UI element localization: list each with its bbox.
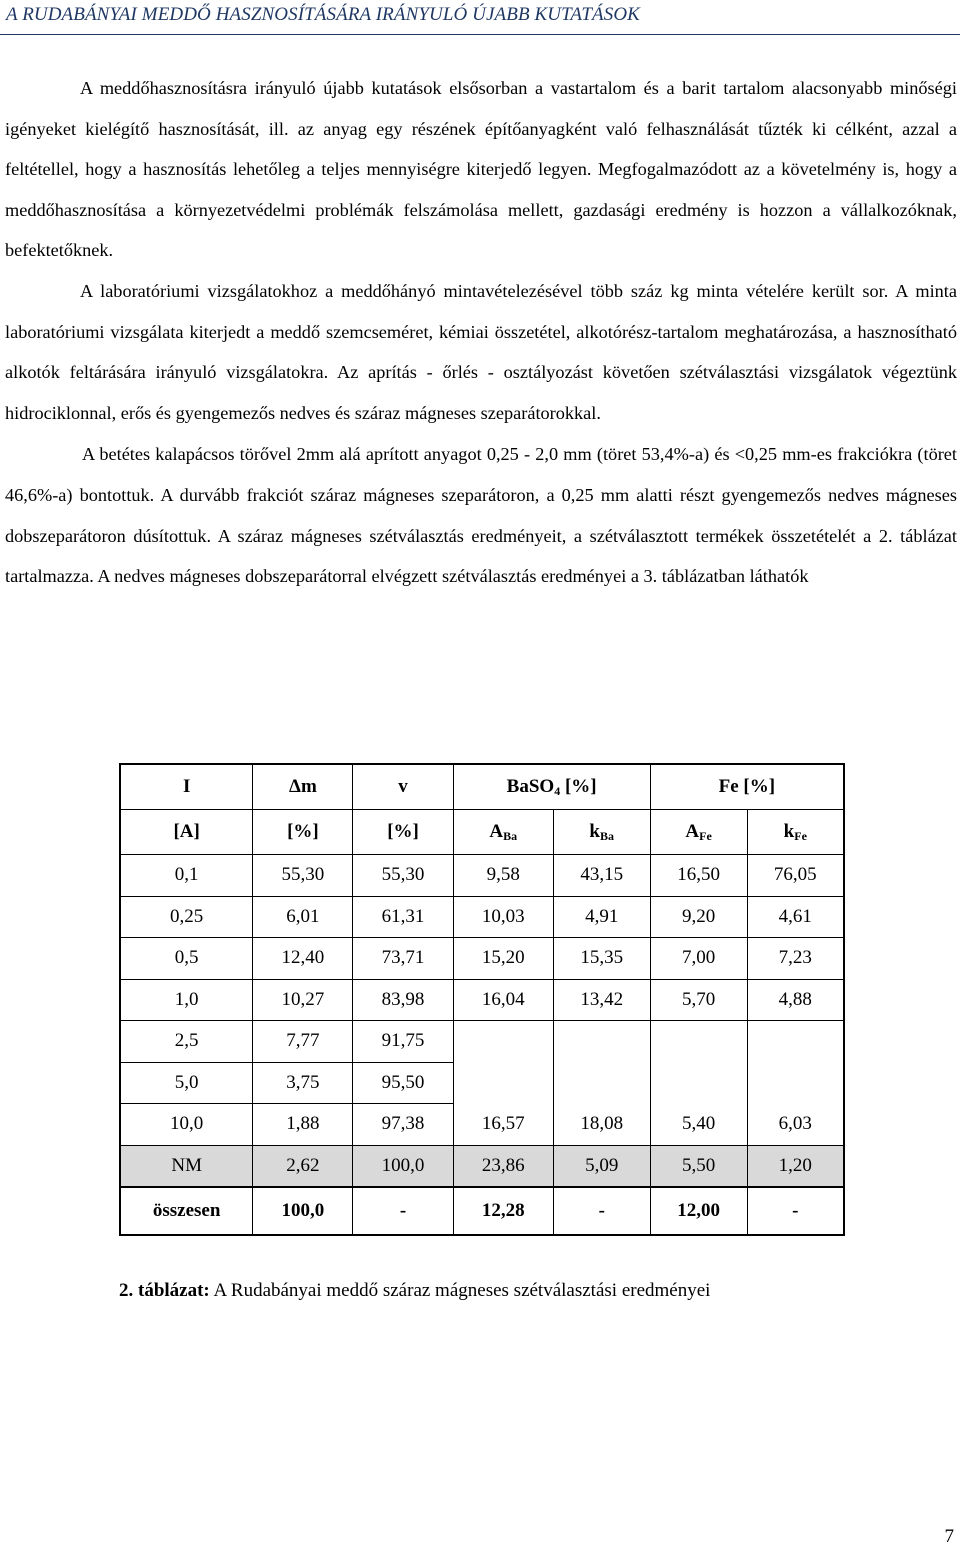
table-cell: 1,0	[120, 979, 253, 1021]
table-row	[120, 1021, 844, 1063]
table-cell: 5,0	[120, 1062, 253, 1104]
table-cell: 97,38	[353, 1104, 453, 1146]
paragraph-1: A meddőhasznosításra irányuló újabb kutatások elsősorban a vastartalom és a barit tartalom alacsonyabb minőségi igényeket kielégítő hasznosítását, ill. az anyag egy részének építőanyagként való felhasználását tűzték ki célként, azzal a feltétellel, hogy a hasznosítás lehetőleg a teljes mennyiségre kiterjedő legyen. Megfogalmazódott az a követelmény is, hogy a meddőhasznosítása a környezetvédelmi problémák felszámolása mellett, gazdasági eredmény is hozzon a vállalkozóknak, befektetőknek.	[5, 78, 957, 261]
page-number: 7	[944, 1526, 954, 1547]
table-cell: összesen	[120, 1187, 253, 1235]
body-text	[5, 68, 957, 597]
table-cell: 4,61	[747, 896, 844, 938]
table-cell: 4,88	[747, 979, 844, 1021]
header-row-1	[120, 764, 844, 810]
results-table	[119, 763, 845, 1236]
table-cell: 23,86	[453, 1145, 553, 1187]
table-cell: 6,03	[747, 1104, 844, 1146]
table-cell: 18,08	[553, 1104, 650, 1146]
table-cell: 73,71	[353, 938, 453, 980]
table-cell	[553, 1062, 650, 1104]
paragraph-2: A laboratóriumi vizsgálatokhoz a meddőhányó mintavételezésével több száz kg minta vételére került sor. A minta laboratóriumi vizsgálata kiterjedt a meddő szemcseméret, kémiai összetétel, alkotórész-tartalom meghatározása, a hasznosítható alkotók feltárására irányuló vizsgálatokra. Az aprítás - őrlés - osztályozást követően szétválasztási vizsgálatok végeztünk hidrociklonnal, erős és gyengemezős nedves és száraz mágneses szeparátorokkal.	[5, 280, 957, 423]
table-cell: 0,25	[120, 896, 253, 938]
col-current-header: I	[120, 764, 253, 810]
paragraph-3: A betétes kalapácsos törővel 2mm alá aprított anyagot 0,25 - 2,0 mm (töret 53,4%-a) és <0,25 mm-es frakciókra (töret 46,6%-a) bontottuk. A durvább frakciót száraz mágneses szeparátoron, a 0,25 mm alatti részt gyengemezős nedves mágneses dobszeparátoron dúsítottuk. A száraz mágneses szétválasztás eredményeit, a szétválasztott termékek összetételét a 2. táblázat tartalmazza. A nedves mágneses dobszeparátorral elvégzett szétválasztás eredményei a 3. táblázatban láthatók	[5, 444, 957, 587]
table-cell: 12,28	[453, 1187, 553, 1235]
col-k-fe: $k_{Fe}$	[747, 810, 844, 855]
col-a-fe: $A_{Fe}$	[650, 810, 747, 855]
table-cell: 7,23	[747, 938, 844, 980]
table-row-nm	[120, 1145, 844, 1187]
table-row	[120, 979, 844, 1021]
table-cell: 6,01	[253, 896, 353, 938]
col-k-ba: $k_{Ba}$	[553, 810, 650, 855]
table-cell: -	[747, 1187, 844, 1235]
table-cell: 12,00	[650, 1187, 747, 1235]
table-cell: 7,77	[253, 1021, 353, 1063]
col-baso4-header: BaSO$_4$ [%]	[453, 764, 650, 810]
table-cell: 100,0	[253, 1187, 353, 1235]
col-mass-header: Δm	[253, 764, 353, 810]
table-cell: 95,50	[353, 1062, 453, 1104]
unit-percent-m: [%]	[253, 810, 353, 855]
table-cell: 9,20	[650, 896, 747, 938]
table-cell	[650, 1062, 747, 1104]
col-v-header: v	[353, 764, 453, 810]
table-cell	[453, 1062, 553, 1104]
table-cell: 43,15	[553, 855, 650, 897]
table-cell: 16,04	[453, 979, 553, 1021]
table-cell: 16,57	[453, 1104, 553, 1146]
table-cell: 0,1	[120, 855, 253, 897]
table-caption	[119, 1280, 710, 1302]
table-cell	[453, 1021, 553, 1063]
table-row-total	[120, 1187, 844, 1235]
table-cell: -	[553, 1187, 650, 1235]
table-cell: -	[353, 1187, 453, 1235]
table-cell	[553, 1021, 650, 1063]
table-cell: 16,50	[650, 855, 747, 897]
table-cell: NM	[120, 1145, 253, 1187]
table-cell: 10,27	[253, 979, 353, 1021]
table-cell: 5,70	[650, 979, 747, 1021]
table-cell: 3,75	[253, 1062, 353, 1104]
col-a-ba: $A_{Ba}$	[453, 810, 553, 855]
table-row	[120, 1062, 844, 1104]
table-cell: 12,40	[253, 938, 353, 980]
table-row	[120, 938, 844, 980]
table-cell: 76,05	[747, 855, 844, 897]
col-fe-header: Fe [%]	[650, 764, 844, 810]
table-cell: 2,62	[253, 1145, 353, 1187]
table-cell: 5,40	[650, 1104, 747, 1146]
unit-percent-v: [%]	[353, 810, 453, 855]
table-cell	[747, 1062, 844, 1104]
table-row	[120, 896, 844, 938]
header-row-2	[120, 810, 844, 855]
table-cell: 55,30	[253, 855, 353, 897]
table-cell: 10,0	[120, 1104, 253, 1146]
table-row	[120, 1104, 844, 1146]
table-cell	[650, 1021, 747, 1063]
caption-label: 2. táblázat:	[119, 1280, 210, 1301]
table-cell: 55,30	[353, 855, 453, 897]
running-header: A RUDABÁNYAI MEDDŐ HASZNOSÍTÁSÁRA IRÁNYULÓ ÚJABB KUTATÁSOK	[6, 4, 640, 25]
table-cell: 5,09	[553, 1145, 650, 1187]
unit-a: [A]	[120, 810, 253, 855]
table-cell: 2,5	[120, 1021, 253, 1063]
table-cell: 15,35	[553, 938, 650, 980]
table-cell: 10,03	[453, 896, 553, 938]
header-rule	[0, 34, 960, 35]
table-row	[120, 855, 844, 897]
table-cell: 91,75	[353, 1021, 453, 1063]
table-cell: 100,0	[353, 1145, 453, 1187]
table-cell: 1,88	[253, 1104, 353, 1146]
table-cell: 5,50	[650, 1145, 747, 1187]
table-cell: 4,91	[553, 896, 650, 938]
delta-symbol: Δ	[289, 776, 301, 797]
table-cell: 1,20	[747, 1145, 844, 1187]
table-cell: 9,58	[453, 855, 553, 897]
table-cell: 0,5	[120, 938, 253, 980]
table-cell: 61,31	[353, 896, 453, 938]
table-cell	[747, 1021, 844, 1063]
caption-text: A Rudabányai meddő száraz mágneses szétválasztási eredményei	[209, 1280, 711, 1301]
table-cell: 15,20	[453, 938, 553, 980]
table-cell: 7,00	[650, 938, 747, 980]
table-cell: 13,42	[553, 979, 650, 1021]
table-cell: 83,98	[353, 979, 453, 1021]
